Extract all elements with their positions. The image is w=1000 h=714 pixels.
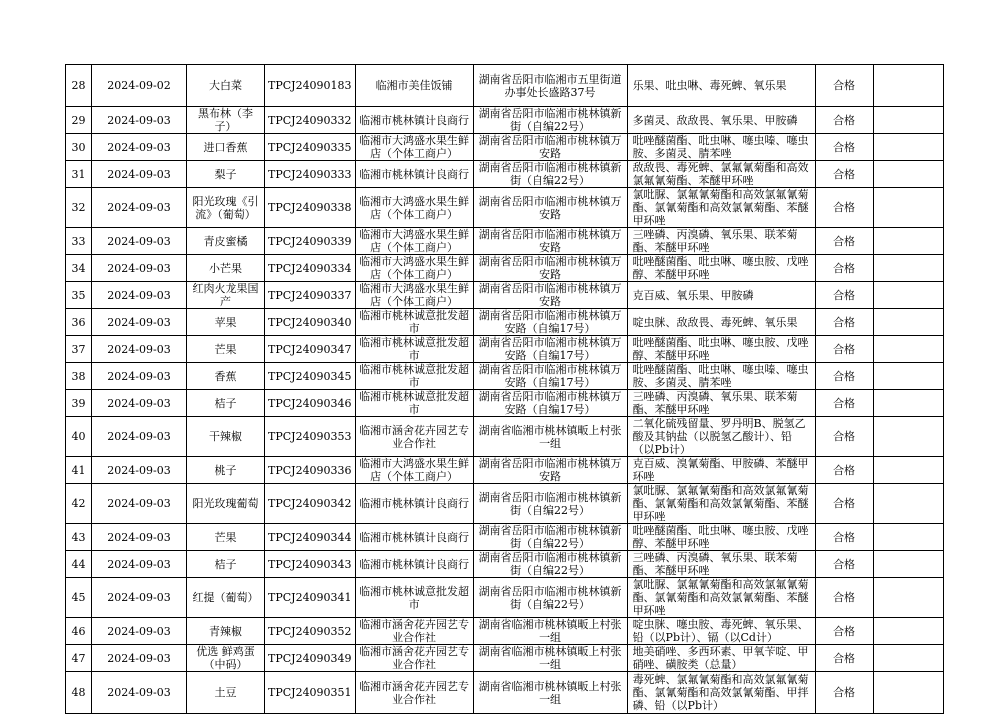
sample-code-cell: TPCJ24090344 — [265, 524, 356, 551]
result-cell: 合格 — [815, 336, 873, 363]
remark-cell — [873, 228, 943, 255]
unit-address-cell: 湖南省岳阳市临湘市桃林镇万安路 — [473, 457, 627, 484]
row-number-cell: 37 — [66, 336, 92, 363]
test-items-cell: 吡唑醚菌酯、吡虫啉、噻虫胺、戊唑醇、苯醚甲环唑 — [627, 255, 815, 282]
row-number-cell: 28 — [66, 65, 92, 107]
sample-name-cell: 芒果 — [187, 524, 265, 551]
unit-address-cell: 湖南省岳阳市临湘市桃林镇万安路（自编17号） — [473, 390, 627, 417]
result-cell: 合格 — [815, 161, 873, 188]
remark-cell — [873, 578, 943, 618]
row-number-cell: 39 — [66, 390, 92, 417]
test-items-cell: 地美硝唑、多西环素、甲氧苄啶、甲硝唑、磺胺类（总量） — [627, 645, 815, 672]
sample-name-cell: 桔子 — [187, 551, 265, 578]
sampling-date-cell: 2024-09-03 — [92, 417, 187, 457]
table-row — [66, 390, 944, 417]
unit-address-cell: 湖南省临湘市桃林镇畈上村张一组 — [473, 645, 627, 672]
test-items-cell: 三唑磷、丙溴磷、氧乐果、联苯菊酯、苯醚甲环唑 — [627, 390, 815, 417]
sampled-unit-cell: 临湘市桃林镇计良商行 — [355, 484, 473, 524]
sampled-unit-cell: 临湘市涵舍花卉园艺专业合作社 — [355, 618, 473, 645]
sampled-unit-cell: 临湘市桃林镇计良商行 — [355, 551, 473, 578]
sampling-date-cell: 2024-09-03 — [92, 336, 187, 363]
unit-address-cell: 湖南省临湘市桃林镇畈上村张一组 — [473, 618, 627, 645]
unit-address-cell: 湖南省岳阳市临湘市桃林镇万安路（自编17号） — [473, 336, 627, 363]
table-row — [66, 65, 944, 107]
test-items-cell: 氯吡脲、氯氟氰菊酯和高效氯氟氰菊酯、氯氰菊酯和高效氯氰菊酯、苯醚甲环唑 — [627, 484, 815, 524]
remark-cell — [873, 161, 943, 188]
unit-address-cell: 湖南省岳阳市临湘市桃林镇万安路 — [473, 255, 627, 282]
sample-name-cell: 梨子 — [187, 161, 265, 188]
sampling-date-cell: 2024-09-03 — [92, 309, 187, 336]
table-row — [66, 134, 944, 161]
row-number-cell: 42 — [66, 484, 92, 524]
sampling-date-cell: 2024-09-03 — [92, 228, 187, 255]
table-row — [66, 228, 944, 255]
sample-name-cell: 青皮蜜橘 — [187, 228, 265, 255]
sampled-unit-cell: 临湘市桃林镇计良商行 — [355, 107, 473, 134]
sample-code-cell: TPCJ24090339 — [265, 228, 356, 255]
remark-cell — [873, 363, 943, 390]
result-cell: 合格 — [815, 363, 873, 390]
result-cell: 合格 — [815, 107, 873, 134]
remark-cell — [873, 336, 943, 363]
sampled-unit-cell: 临湘市涵舍花卉园艺专业合作社 — [355, 645, 473, 672]
row-number-cell: 33 — [66, 228, 92, 255]
unit-address-cell: 湖南省岳阳市临湘市桃林镇万安路（自编17号） — [473, 363, 627, 390]
remark-cell — [873, 255, 943, 282]
sampling-date-cell: 2024-09-03 — [92, 457, 187, 484]
sampled-unit-cell: 临湘市桃林诚意批发超市 — [355, 578, 473, 618]
row-number-cell: 40 — [66, 417, 92, 457]
table-row — [66, 363, 944, 390]
remark-cell — [873, 551, 943, 578]
sample-code-cell: TPCJ24090342 — [265, 484, 356, 524]
test-items-cell: 克百威、氧乐果、甲胺磷 — [627, 282, 815, 309]
table-row — [66, 645, 944, 672]
unit-address-cell: 湖南省岳阳市临湘市桃林镇新街（自编22号） — [473, 524, 627, 551]
table-row — [66, 551, 944, 578]
sampled-unit-cell: 临湘市大鸿盛水果生鲜店（个体工商户） — [355, 457, 473, 484]
sample-name-cell: 桔子 — [187, 390, 265, 417]
sample-name-cell: 优选 鲜鸡蛋（中码） — [187, 645, 265, 672]
test-items-cell: 敌敌畏、毒死蜱、氯氟氰菊酯和高效氯氟氰菊酯、苯醚甲环唑 — [627, 161, 815, 188]
table-row — [66, 457, 944, 484]
unit-address-cell: 湖南省岳阳市临湘市桃林镇新街（自编22号） — [473, 551, 627, 578]
unit-address-cell: 湖南省岳阳市临湘市桃林镇万安路 — [473, 188, 627, 228]
remark-cell — [873, 282, 943, 309]
test-items-cell: 吡唑醚菌酯、吡虫啉、噻虫嗪、噻虫胺、多菌灵、腈苯唑 — [627, 363, 815, 390]
test-items-cell: 吡唑醚菌酯、吡虫啉、噻虫胺、戊唑醇、苯醚甲环唑 — [627, 524, 815, 551]
result-cell: 合格 — [815, 309, 873, 336]
sample-code-cell: TPCJ24090353 — [265, 417, 356, 457]
sampling-date-cell: 2024-09-03 — [92, 618, 187, 645]
sampled-unit-cell: 临湘市大鸿盛水果生鲜店（个体工商户） — [355, 282, 473, 309]
result-cell: 合格 — [815, 188, 873, 228]
sampling-date-cell: 2024-09-03 — [92, 551, 187, 578]
table-row — [66, 188, 944, 228]
sampled-unit-cell: 临湘市桃林镇计良商行 — [355, 524, 473, 551]
table-row — [66, 336, 944, 363]
table-row — [66, 578, 944, 618]
row-number-cell: 48 — [66, 672, 92, 714]
sample-code-cell: TPCJ24090352 — [265, 618, 356, 645]
sample-name-cell: 黑布林（李子） — [187, 107, 265, 134]
sampling-date-cell: 2024-09-03 — [92, 578, 187, 618]
inspection-results-page — [65, 64, 944, 714]
test-items-cell: 氯吡脲、氯氟氰菊酯和高效氯氟氰菊酯、氯氰菊酯和高效氯氰菊酯、苯醚甲环唑 — [627, 188, 815, 228]
sampled-unit-cell: 临湘市大鸿盛水果生鲜店（个体工商户） — [355, 188, 473, 228]
result-cell: 合格 — [815, 255, 873, 282]
row-number-cell: 35 — [66, 282, 92, 309]
inspection-results-table — [65, 64, 944, 714]
sampling-date-cell: 2024-09-03 — [92, 188, 187, 228]
sample-code-cell: TPCJ24090346 — [265, 390, 356, 417]
sample-code-cell: TPCJ24090337 — [265, 282, 356, 309]
remark-cell — [873, 524, 943, 551]
remark-cell — [873, 65, 943, 107]
row-number-cell: 45 — [66, 578, 92, 618]
result-cell: 合格 — [815, 672, 873, 714]
result-cell: 合格 — [815, 228, 873, 255]
row-number-cell: 47 — [66, 645, 92, 672]
sample-name-cell: 桃子 — [187, 457, 265, 484]
sample-name-cell: 土豆 — [187, 672, 265, 714]
sampling-date-cell: 2024-09-03 — [92, 134, 187, 161]
sample-name-cell: 苹果 — [187, 309, 265, 336]
unit-address-cell: 湖南省岳阳市临湘市桃林镇新街（自编22号） — [473, 161, 627, 188]
sample-code-cell: TPCJ24090183 — [265, 65, 356, 107]
sample-code-cell: TPCJ24090333 — [265, 161, 356, 188]
sampling-date-cell: 2024-09-03 — [92, 672, 187, 714]
sampled-unit-cell: 临湘市桃林诚意批发超市 — [355, 336, 473, 363]
sampling-date-cell: 2024-09-03 — [92, 363, 187, 390]
row-number-cell: 41 — [66, 457, 92, 484]
sampled-unit-cell: 临湘市大鸿盛水果生鲜店（个体工商户） — [355, 255, 473, 282]
remark-cell — [873, 672, 943, 714]
sample-name-cell: 香蕉 — [187, 363, 265, 390]
unit-address-cell: 湖南省岳阳市临湘市桃林镇新街（自编22号） — [473, 107, 627, 134]
sample-name-cell: 青辣椒 — [187, 618, 265, 645]
unit-address-cell: 湖南省岳阳市临湘市桃林镇新街（自编22号） — [473, 578, 627, 618]
result-cell: 合格 — [815, 578, 873, 618]
row-number-cell: 30 — [66, 134, 92, 161]
sample-code-cell: TPCJ24090347 — [265, 336, 356, 363]
sample-code-cell: TPCJ24090336 — [265, 457, 356, 484]
table-row — [66, 484, 944, 524]
result-cell: 合格 — [815, 134, 873, 161]
result-cell: 合格 — [815, 524, 873, 551]
unit-address-cell: 湖南省岳阳市临湘市桃林镇万安路（自编17号） — [473, 309, 627, 336]
sample-code-cell: TPCJ24090340 — [265, 309, 356, 336]
sample-code-cell: TPCJ24090334 — [265, 255, 356, 282]
remark-cell — [873, 457, 943, 484]
test-items-cell: 三唑磷、丙溴磷、氧乐果、联苯菊酯、苯醚甲环唑 — [627, 228, 815, 255]
unit-address-cell: 湖南省岳阳市临湘市桃林镇万安路 — [473, 134, 627, 161]
unit-address-cell: 湖南省临湘市桃林镇畈上村张一组 — [473, 672, 627, 714]
test-items-cell: 多菌灵、敌敌畏、氧乐果、甲胺磷 — [627, 107, 815, 134]
remark-cell — [873, 107, 943, 134]
sampled-unit-cell: 临湘市桃林诚意批发超市 — [355, 363, 473, 390]
sample-name-cell: 小芒果 — [187, 255, 265, 282]
remark-cell — [873, 484, 943, 524]
sampled-unit-cell: 临湘市桃林诚意批发超市 — [355, 390, 473, 417]
row-number-cell: 31 — [66, 161, 92, 188]
sampling-date-cell: 2024-09-03 — [92, 484, 187, 524]
unit-address-cell: 湖南省岳阳市临湘市桃林镇万安路 — [473, 282, 627, 309]
row-number-cell: 38 — [66, 363, 92, 390]
result-cell: 合格 — [815, 390, 873, 417]
table-row — [66, 672, 944, 714]
result-cell: 合格 — [815, 282, 873, 309]
sampling-date-cell: 2024-09-03 — [92, 645, 187, 672]
table-row — [66, 282, 944, 309]
result-cell: 合格 — [815, 484, 873, 524]
result-cell: 合格 — [815, 65, 873, 107]
test-items-cell: 吡唑醚菌酯、吡虫啉、噻虫嗪、噻虫胺、多菌灵、腈苯唑 — [627, 134, 815, 161]
table-row — [66, 107, 944, 134]
table-body — [66, 65, 944, 714]
sample-code-cell: TPCJ24090332 — [265, 107, 356, 134]
row-number-cell: 36 — [66, 309, 92, 336]
table-row — [66, 417, 944, 457]
test-items-cell: 氯吡脲、氯氟氰菊酯和高效氯氟氰菊酯、氯氰菊酯和高效氯氰菊酯、苯醚甲环唑 — [627, 578, 815, 618]
sample-name-cell: 红肉火龙果国产 — [187, 282, 265, 309]
sampling-date-cell: 2024-09-03 — [92, 107, 187, 134]
table-row — [66, 618, 944, 645]
test-items-cell: 毒死蜱、氯氟氰菊酯和高效氯氟氰菊酯、氯氰菊酯和高效氯氰菊酯、甲拌磷、铅（以Pb计） — [627, 672, 815, 714]
result-cell: 合格 — [815, 457, 873, 484]
remark-cell — [873, 390, 943, 417]
test-items-cell: 乐果、吡虫啉、毒死蜱、氧乐果 — [627, 65, 815, 107]
result-cell: 合格 — [815, 618, 873, 645]
sample-code-cell: TPCJ24090335 — [265, 134, 356, 161]
remark-cell — [873, 309, 943, 336]
remark-cell — [873, 645, 943, 672]
unit-address-cell: 湖南省岳阳市临湘市桃林镇万安路 — [473, 228, 627, 255]
sampled-unit-cell: 临湘市桃林诚意批发超市 — [355, 309, 473, 336]
sample-code-cell: TPCJ24090341 — [265, 578, 356, 618]
sampling-date-cell: 2024-09-03 — [92, 161, 187, 188]
sampling-date-cell: 2024-09-03 — [92, 390, 187, 417]
table-row — [66, 524, 944, 551]
test-items-cell: 啶虫脒、敌敌畏、毒死蜱、氧乐果 — [627, 309, 815, 336]
sample-name-cell: 进口香蕉 — [187, 134, 265, 161]
sampling-date-cell: 2024-09-03 — [92, 255, 187, 282]
table-row — [66, 161, 944, 188]
row-number-cell: 43 — [66, 524, 92, 551]
sample-code-cell: TPCJ24090351 — [265, 672, 356, 714]
table-row — [66, 309, 944, 336]
test-items-cell: 三唑磷、丙溴磷、氧乐果、联苯菊酯、苯醚甲环唑 — [627, 551, 815, 578]
sample-name-cell: 干辣椒 — [187, 417, 265, 457]
remark-cell — [873, 417, 943, 457]
unit-address-cell: 湖南省临湘市桃林镇畈上村张一组 — [473, 417, 627, 457]
sampled-unit-cell: 临湘市涵舍花卉园艺专业合作社 — [355, 417, 473, 457]
sampling-date-cell: 2024-09-03 — [92, 524, 187, 551]
sampled-unit-cell: 临湘市大鸿盛水果生鲜店（个体工商户） — [355, 228, 473, 255]
sample-name-cell: 大白菜 — [187, 65, 265, 107]
sample-code-cell: TPCJ24090343 — [265, 551, 356, 578]
row-number-cell: 29 — [66, 107, 92, 134]
sample-code-cell: TPCJ24090345 — [265, 363, 356, 390]
sampling-date-cell: 2024-09-03 — [92, 282, 187, 309]
result-cell: 合格 — [815, 551, 873, 578]
sample-name-cell: 芒果 — [187, 336, 265, 363]
sampled-unit-cell: 临湘市美佳饭铺 — [355, 65, 473, 107]
test-items-cell: 吡唑醚菌酯、吡虫啉、噻虫胺、戊唑醇、苯醚甲环唑 — [627, 336, 815, 363]
result-cell: 合格 — [815, 645, 873, 672]
row-number-cell: 34 — [66, 255, 92, 282]
sample-name-cell: 阳光玫瑰葡萄 — [187, 484, 265, 524]
remark-cell — [873, 188, 943, 228]
sample-name-cell: 红提（葡萄） — [187, 578, 265, 618]
row-number-cell: 44 — [66, 551, 92, 578]
remark-cell — [873, 134, 943, 161]
test-items-cell: 啶虫脒、噻虫胺、毒死蜱、氧乐果、铅（以Pb计）、镉（以Cd计） — [627, 618, 815, 645]
row-number-cell: 32 — [66, 188, 92, 228]
sample-code-cell: TPCJ24090338 — [265, 188, 356, 228]
table-row — [66, 255, 944, 282]
result-cell: 合格 — [815, 417, 873, 457]
test-items-cell: 二氧化硫残留量、罗丹明B、脱氢乙酸及其钠盐（以脱氢乙酸计）、铅（以Pb计） — [627, 417, 815, 457]
remark-cell — [873, 618, 943, 645]
sampling-date-cell: 2024-09-02 — [92, 65, 187, 107]
unit-address-cell: 湖南省岳阳市临湘市五里街道办事处长盛路37号 — [473, 65, 627, 107]
row-number-cell: 46 — [66, 618, 92, 645]
sampled-unit-cell: 临湘市涵舍花卉园艺专业合作社 — [355, 672, 473, 714]
unit-address-cell: 湖南省岳阳市临湘市桃林镇新街（自编22号） — [473, 484, 627, 524]
test-items-cell: 克百威、溴氰菊酯、甲胺磷、苯醚甲环唑 — [627, 457, 815, 484]
sample-code-cell: TPCJ24090349 — [265, 645, 356, 672]
sampled-unit-cell: 临湘市桃林镇计良商行 — [355, 161, 473, 188]
sampled-unit-cell: 临湘市大鸿盛水果生鲜店（个体工商户） — [355, 134, 473, 161]
sample-name-cell: 阳光玫瑰《引流》（葡萄） — [187, 188, 265, 228]
